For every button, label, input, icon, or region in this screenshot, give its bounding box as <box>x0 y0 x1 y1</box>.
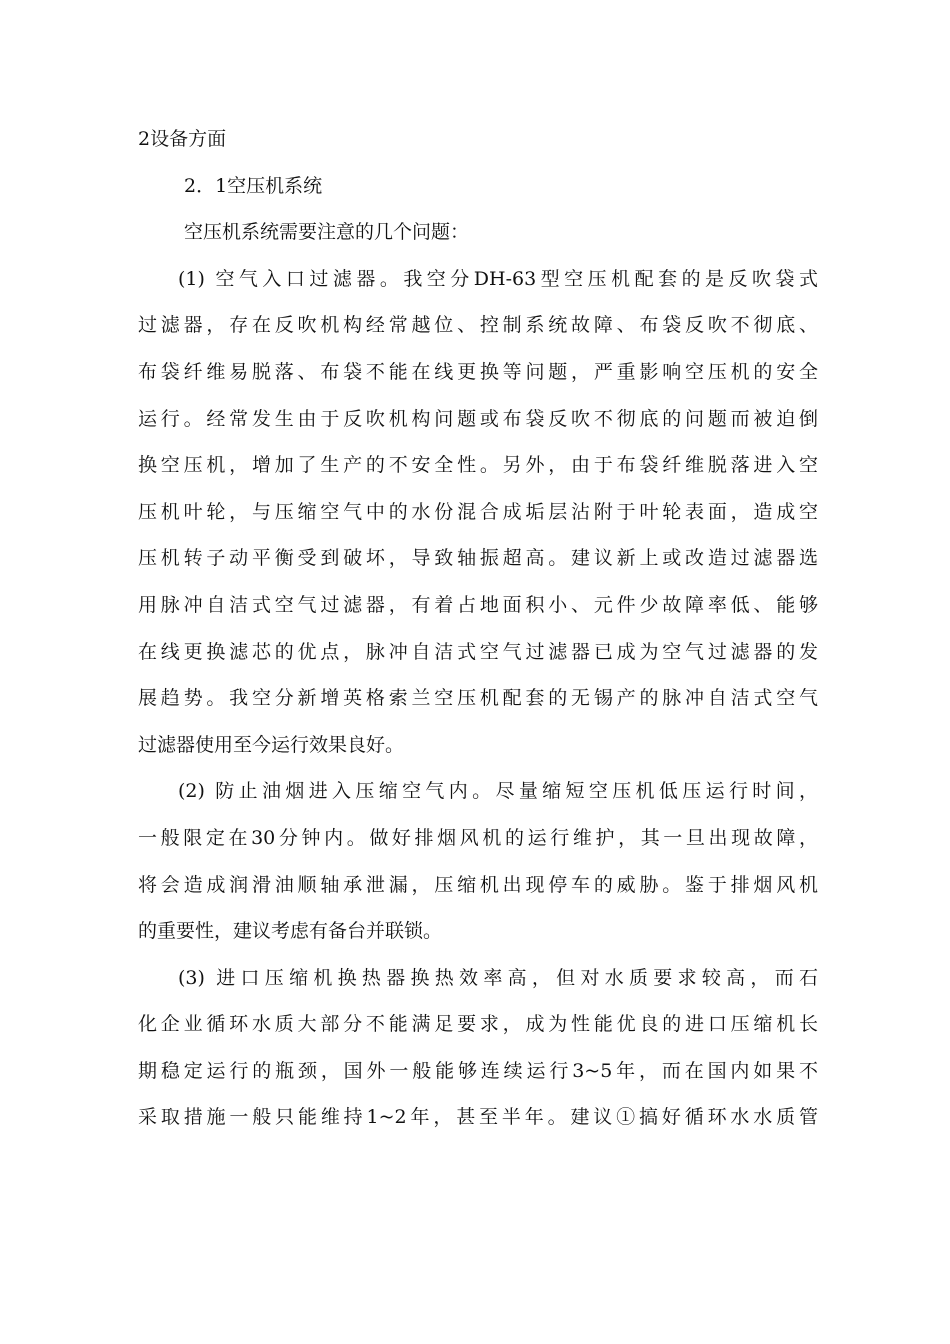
text-line: 的重要性，建议考虑有备台并联锁。 <box>138 920 443 943</box>
text-line: 过滤器使用至今运行效果良好。 <box>138 733 405 756</box>
text-line: 换空压机，增加了生产的不安全性。另外，由于布袋纤维脱落进入空 <box>138 454 818 477</box>
text-line: 展趋势。我空分新增英格索兰空压机配套的无锡产的脉冲自洁式空气 <box>138 687 818 710</box>
text-line: 期稳定运行的瓶颈，国外一般能够连续运行3~5年，而在国内如果不 <box>138 1059 818 1082</box>
paragraph-2 <box>138 768 818 954</box>
subsection-heading: 2．1空压机系统 <box>184 174 323 197</box>
document-page <box>138 116 818 1141</box>
intro-line: 空压机系统需要注意的几个问题： <box>184 221 470 244</box>
text-line: 在线更换滤芯的优点，脉冲自洁式空气过滤器已成为空气过滤器的发 <box>138 640 818 663</box>
paragraph-3 <box>138 955 818 1141</box>
text-line: 运行。经常发生由于反吹机构问题或布袋反吹不彻底的问题而被迫倒 <box>138 407 818 430</box>
text-line: (2) 防止油烟进入压缩空气内。尽量缩短空压机低压运行时间， <box>178 780 818 803</box>
text-line: 将会造成润滑油顺轴承泄漏，压缩机出现停车的威胁。鉴于排烟风机 <box>138 873 818 896</box>
paragraph-1 <box>138 256 818 769</box>
text-line: 过滤器，存在反吹机构经常越位、控制系统故障、布袋反吹不彻底、 <box>138 314 818 337</box>
text-line: 用脉冲自洁式空气过滤器，有着占地面积小、元件少故障率低、能够 <box>138 593 818 616</box>
text-line: (1) 空气入口过滤器。我空分DH-63型空压机配套的是反吹袋式 <box>178 267 818 290</box>
text-line: 采取措施一般只能维持1~2年，甚至半年。建议①搞好循环水水质管 <box>138 1106 818 1129</box>
section-heading: 2设备方面 <box>138 128 227 150</box>
text-line: 布袋纤维易脱落、布袋不能在线更换等问题，严重影响空压机的安全 <box>138 360 818 383</box>
text-line: 压机叶轮，与压缩空气中的水份混合成垢层沾附于叶轮表面，造成空 <box>138 500 818 523</box>
text-line: 压机转子动平衡受到破坏，导致轴振超高。建议新上或改造过滤器选 <box>138 547 818 570</box>
text-line: 化企业循环水质大部分不能满足要求，成为性能优良的进口压缩机长 <box>138 1013 818 1036</box>
text-line: 一般限定在30分钟内。做好排烟风机的运行维护，其一旦出现故障， <box>138 826 818 849</box>
text-line: (3) 进口压缩机换热器换热效率高，但对水质要求较高，而石 <box>178 966 818 989</box>
